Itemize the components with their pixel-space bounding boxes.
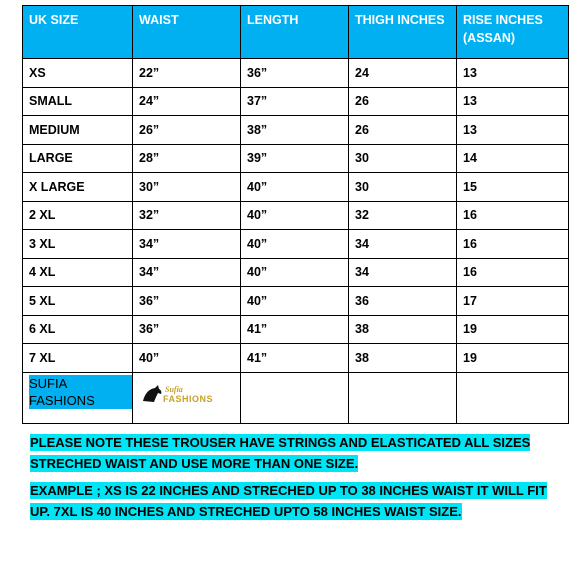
empty-cell bbox=[349, 372, 457, 423]
table-row bbox=[23, 230, 569, 259]
cell-thigh: 30 bbox=[349, 173, 457, 202]
table-row bbox=[23, 87, 569, 116]
cell-thigh: 24 bbox=[349, 59, 457, 88]
cell-thigh: 34 bbox=[349, 258, 457, 287]
table-row bbox=[23, 315, 569, 344]
cell-rise: 19 bbox=[457, 344, 569, 373]
table-header bbox=[23, 6, 569, 59]
cell-uk-size: 5 XL bbox=[23, 287, 133, 316]
cell-length: 38” bbox=[241, 116, 349, 145]
cell-waist: 30” bbox=[133, 173, 241, 202]
cell-rise: 16 bbox=[457, 201, 569, 230]
cell-uk-size: 7 XL bbox=[23, 344, 133, 373]
cell-waist: 32” bbox=[133, 201, 241, 230]
cell-length: 40” bbox=[241, 287, 349, 316]
cell-thigh: 38 bbox=[349, 315, 457, 344]
cell-length: 41” bbox=[241, 344, 349, 373]
cell-length: 40” bbox=[241, 201, 349, 230]
table-row bbox=[23, 116, 569, 145]
cell-rise: 13 bbox=[457, 116, 569, 145]
cell-uk-size: X LARGE bbox=[23, 173, 133, 202]
cell-length: 40” bbox=[241, 173, 349, 202]
cell-length: 37” bbox=[241, 87, 349, 116]
cell-uk-size: 4 XL bbox=[23, 258, 133, 287]
note-line-1: PLEASE NOTE THESE TROUSER HAVE STRINGS AND ELASTICATED ALL SIZES STRECHED WAIST AND USE MORE THAN ONE SIZE. bbox=[30, 435, 531, 471]
cell-rise: 19 bbox=[457, 315, 569, 344]
table-row bbox=[23, 173, 569, 202]
cell-waist: 26” bbox=[133, 116, 241, 145]
cell-uk-size: XS bbox=[23, 59, 133, 88]
brand-row bbox=[23, 372, 569, 423]
table-row bbox=[23, 287, 569, 316]
size-chart-table bbox=[22, 5, 569, 424]
cell-thigh: 38 bbox=[349, 344, 457, 373]
table-body bbox=[23, 59, 569, 424]
table-row bbox=[23, 258, 569, 287]
cell-waist: 40” bbox=[133, 344, 241, 373]
cell-rise: 13 bbox=[457, 87, 569, 116]
header-rise-inches: RISE INCHES (ASSAN) bbox=[457, 6, 569, 59]
header-uk-size: UK SIZE bbox=[23, 6, 133, 59]
cell-waist: 36” bbox=[133, 287, 241, 316]
cell-waist: 22” bbox=[133, 59, 241, 88]
empty-cell bbox=[241, 372, 349, 423]
table-row bbox=[23, 344, 569, 373]
cell-thigh: 34 bbox=[349, 230, 457, 259]
brand-text: SUFIA FASHIONS bbox=[29, 375, 132, 409]
brand-cell bbox=[23, 372, 133, 423]
empty-cell bbox=[457, 372, 569, 423]
cell-waist: 34” bbox=[133, 230, 241, 259]
cell-length: 39” bbox=[241, 144, 349, 173]
cell-uk-size: MEDIUM bbox=[23, 116, 133, 145]
header-thigh-inches: THIGH INCHES bbox=[349, 6, 457, 59]
cell-length: 40” bbox=[241, 230, 349, 259]
cell-uk-size: 3 XL bbox=[23, 230, 133, 259]
cell-uk-size: 2 XL bbox=[23, 201, 133, 230]
cell-length: 41” bbox=[241, 315, 349, 344]
cell-waist: 24” bbox=[133, 87, 241, 116]
cell-rise: 16 bbox=[457, 258, 569, 287]
cell-waist: 28” bbox=[133, 144, 241, 173]
cell-waist: 36” bbox=[133, 315, 241, 344]
cell-rise: 15 bbox=[457, 173, 569, 202]
logo-text-top: Sufia bbox=[165, 384, 183, 394]
header-length: LENGTH bbox=[241, 6, 349, 59]
table-row bbox=[23, 59, 569, 88]
sufia-fashions-logo bbox=[139, 381, 217, 410]
header-row bbox=[23, 6, 569, 59]
cell-rise: 14 bbox=[457, 144, 569, 173]
table-row bbox=[23, 201, 569, 230]
cell-waist: 34” bbox=[133, 258, 241, 287]
size-note bbox=[30, 432, 554, 528]
cell-thigh: 36 bbox=[349, 287, 457, 316]
cell-thigh: 26 bbox=[349, 87, 457, 116]
cell-thigh: 26 bbox=[349, 116, 457, 145]
cell-rise: 16 bbox=[457, 230, 569, 259]
cell-uk-size: SMALL bbox=[23, 87, 133, 116]
cell-uk-size: LARGE bbox=[23, 144, 133, 173]
cell-thigh: 30 bbox=[349, 144, 457, 173]
note-line-2: EXAMPLE ; XS IS 22 INCHES AND STRECHED UP TO 38 INCHES WAIST IT WILL FIT UP. 7XL IS 40 INCHES AND STRECHED UPTO 58 INCHES WAIST SIZE. bbox=[30, 483, 547, 519]
cell-rise: 13 bbox=[457, 59, 569, 88]
note-paragraph bbox=[30, 480, 554, 522]
logo-cell bbox=[133, 372, 241, 423]
cell-length: 36” bbox=[241, 59, 349, 88]
note-paragraph bbox=[30, 432, 554, 474]
cell-thigh: 32 bbox=[349, 201, 457, 230]
header-waist: WAIST bbox=[133, 6, 241, 59]
logo-text-bottom: FASHIONS bbox=[163, 393, 214, 404]
table-row bbox=[23, 144, 569, 173]
cell-length: 40” bbox=[241, 258, 349, 287]
cell-rise: 17 bbox=[457, 287, 569, 316]
cell-uk-size: 6 XL bbox=[23, 315, 133, 344]
horse-logo-icon bbox=[139, 381, 217, 407]
